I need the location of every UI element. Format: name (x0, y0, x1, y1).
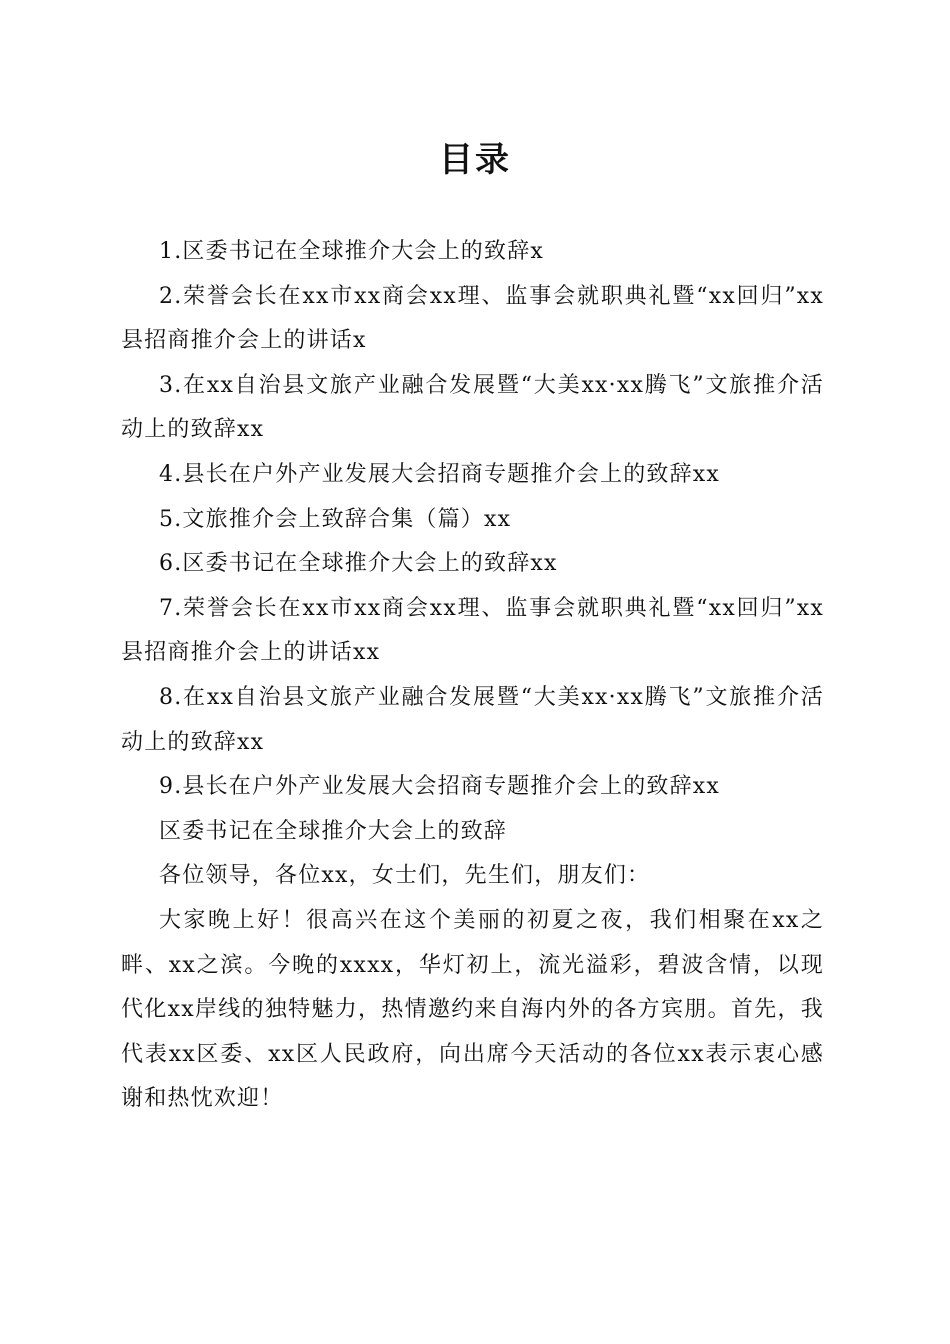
body-paragraph: 大家晚上好！很高兴在这个美丽的初夏之夜，我们相聚在xx之畔、xx之滨。今晚的xxxx，华灯初上，流光溢彩，碧波含情，以现代化xx岸线的独特魅力，热情邀约来自海内外的各方宾朋。首先，我代表xx区委、xx区人民政府，向出席今天活动的各位xx表示衷心感谢和热忱欢迎！ (121, 907, 824, 1112)
salutation: 各位领导，各位xx，女士们，先生们，朋友们： (159, 863, 651, 889)
toc-title: 目录 (439, 140, 511, 180)
toc-entry: 9.县长在户外产业发展大会招商专题推介会上的致辞xx (159, 774, 721, 800)
toc-entry: 6.区委书记在全球推介大会上的致辞xx (159, 551, 558, 577)
toc-entry: 7.荣誉会长在xx市xx商会xx理、监事会就职典礼暨“xx回归”xx县招商推介会上的讲话xx (121, 595, 824, 666)
toc-entry: 3.在xx自治县文旅产业融合发展暨“大美xx·xx腾飞”文旅推介活动上的致辞xx (121, 372, 824, 443)
speech-title: 区委书记在全球推介大会上的致辞 (159, 818, 508, 844)
toc-entry: 8.在xx自治县文旅产业融合发展暨“大美xx·xx腾飞”文旅推介活动上的致辞xx (121, 684, 824, 755)
document-body (121, 230, 824, 1122)
toc-entry: 5.文旅推介会上致辞合集（篇）xx (159, 506, 512, 532)
toc-entry: 4.县长在户外产业发展大会招商专题推介会上的致辞xx (159, 461, 721, 487)
toc-entry: 1.区委书记在全球推介大会上的致辞x (159, 239, 544, 264)
toc-entry: 2.荣誉会长在xx市xx商会xx理、监事会就职典礼暨“xx回归”xx县招商推介会上的讲话x (121, 283, 824, 354)
